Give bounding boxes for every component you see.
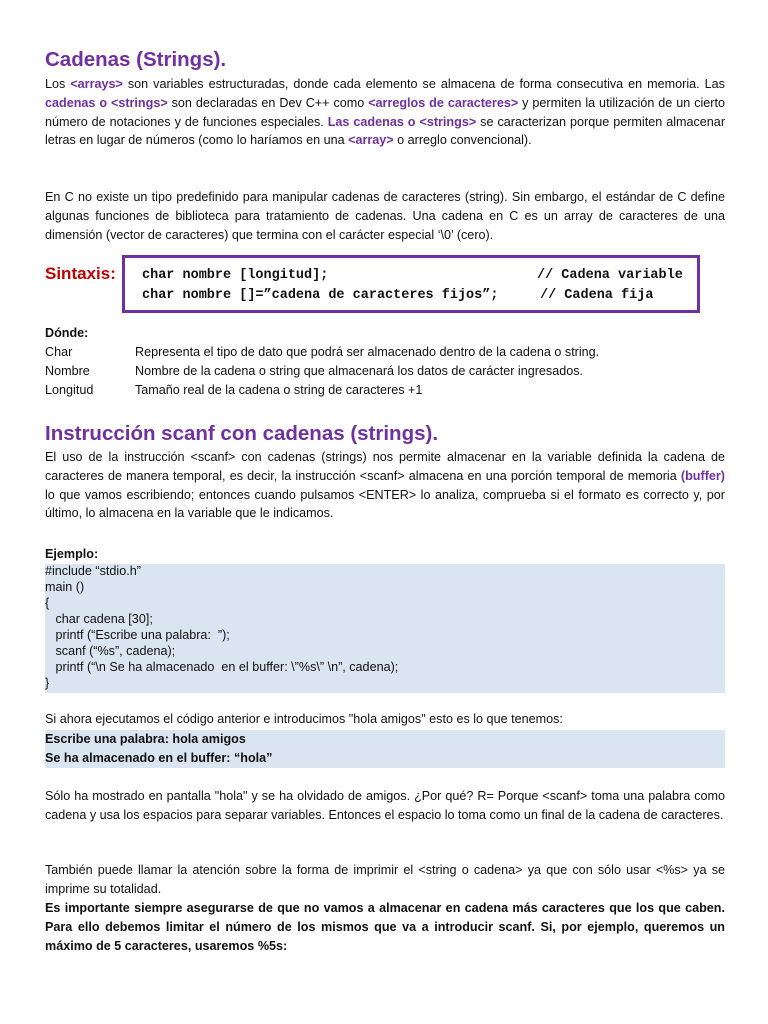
definition-term: Longitud (45, 383, 94, 397)
scanf-text: El uso de la instrucción <scanf> con cadenas (strings) nos permite almacenar en la variable definida la cadena de caracteres de manera temporal, es decir, la instrucción <scanf> almacena en una porción temporal de memoria (45, 450, 725, 483)
code-line: char cadena [30]; (45, 612, 153, 626)
syntax-comment-1: // Cadena variable (537, 268, 683, 283)
intro-text: y permiten la utilización de un cierto número de notaciones y de funciones especiales. (45, 95, 725, 129)
scanf-text: lo que vamos escribiendo; entonces cuando pulsamos <ENTER> lo analiza, comprueba si el formato es correcto y, por último, lo almacena en la variable que le indicamos. (45, 487, 725, 521)
heading-cadenas: Cadenas (Strings). (45, 48, 227, 71)
syntax-comment-2: // Cadena fija (540, 288, 654, 303)
term-buffer: (buffer) (680, 468, 725, 483)
heading-scanf: Instrucción scanf con cadenas (strings). (45, 422, 439, 445)
syntax-line-2: char nombre []=”cadena de caracteres fijos”; (142, 288, 499, 303)
code-line: #include “stdio.h” (45, 564, 141, 578)
term-array: <array> (348, 133, 394, 148)
syntax-line-1: char nombre [longitud]; (142, 268, 329, 283)
syntax-box (122, 255, 700, 313)
run-paragraph: Si ahora ejecutamos el código anterior e introducimos "hola amigos" esto es lo que tenemos: (45, 712, 563, 726)
code-line: printf (“\n Se ha almacenado en el buffer: \”%s\” \n”, cadena); (45, 660, 399, 674)
term-arreglos: <arreglos de caracteres> (368, 95, 519, 110)
output-line: Escribe una palabra: hola amigos (45, 732, 246, 746)
intro-paragraph (45, 75, 725, 150)
term-arrays: <arrays> (70, 77, 123, 91)
explain-paragraph: Sólo ha mostrado en pantalla "hola" y se ha olvidado de amigos. ¿Por qué? R= Porque <scanf> toma una palabra como cadena y usa los espacios para separar variables. Entonces el espacio lo toma como un final de la cadena de caracteres. (45, 789, 725, 822)
code-line: { (45, 596, 50, 610)
limit-paragraph: Es importante siempre asegurarse de que no vamos a almacenar en cadena más caracteres que los que caben. Para ello debemos limitar el número de los mismos que va a introducir scanf. Si, por ejemplo, queremos un máximo de 5 caracteres, usaremos %5s: (45, 901, 725, 953)
code-line: main () (45, 580, 85, 594)
definition-desc: Tamaño real de la cadena o string de caracteres +1 (135, 383, 423, 397)
intro-text: se caracterizan porque permiten almacenar letras en lugar de números (como lo haríamos en una (45, 114, 726, 148)
example-label: Ejemplo: (45, 547, 99, 561)
output-line: Se ha almacenado en el buffer: “hola” (45, 751, 273, 765)
donde-label: Dónde: (45, 326, 89, 340)
intro-text: Los (45, 77, 71, 91)
intro-text: son declaradas en Dev C++ como (167, 95, 369, 110)
term-cadenas-strings: cadenas o <strings> (45, 95, 168, 110)
syntax-label: Sintaxis: (45, 264, 116, 283)
term-cadenas-strings: Las cadenas o <strings> (327, 114, 477, 129)
definition-term: Nombre (45, 364, 90, 378)
c-strings-paragraph: En C no existe un tipo predefinido para manipular cadenas de caracteres (string). Sin embargo, el estándar de C define algunas funciones de biblioteca para tratamiento de cadenas. Una cadena en C es un array de caracteres de una dimensión (vector de caracteres) que termina con el carácter especial ‘\0’ (cero). (45, 190, 725, 242)
definition-term: Char (45, 345, 73, 359)
code-line: } (45, 676, 50, 690)
definition-desc: Representa el tipo de dato que podrá ser almacenado dentro de la cadena o string. (135, 345, 600, 359)
output-block (45, 730, 725, 768)
definition-desc: Nombre de la cadena o string que almacenará los datos de carácter ingresados. (135, 364, 584, 378)
scanf-paragraph (45, 448, 725, 523)
code-block (45, 564, 725, 693)
code-line: printf (“Escribe una palabra: ”); (45, 628, 230, 642)
intro-text: o arreglo convencional). (393, 133, 532, 148)
code-line: scanf (“%s”, cadena); (45, 644, 176, 658)
print-paragraph: También puede llamar la atención sobre la forma de imprimir el <string o cadena> ya que con sólo usar <%s> ya se imprime su totalidad. (45, 863, 725, 896)
intro-text: son variables estructuradas, donde cada elemento se almacena de forma consecutiva en memoria. Las (122, 77, 725, 91)
